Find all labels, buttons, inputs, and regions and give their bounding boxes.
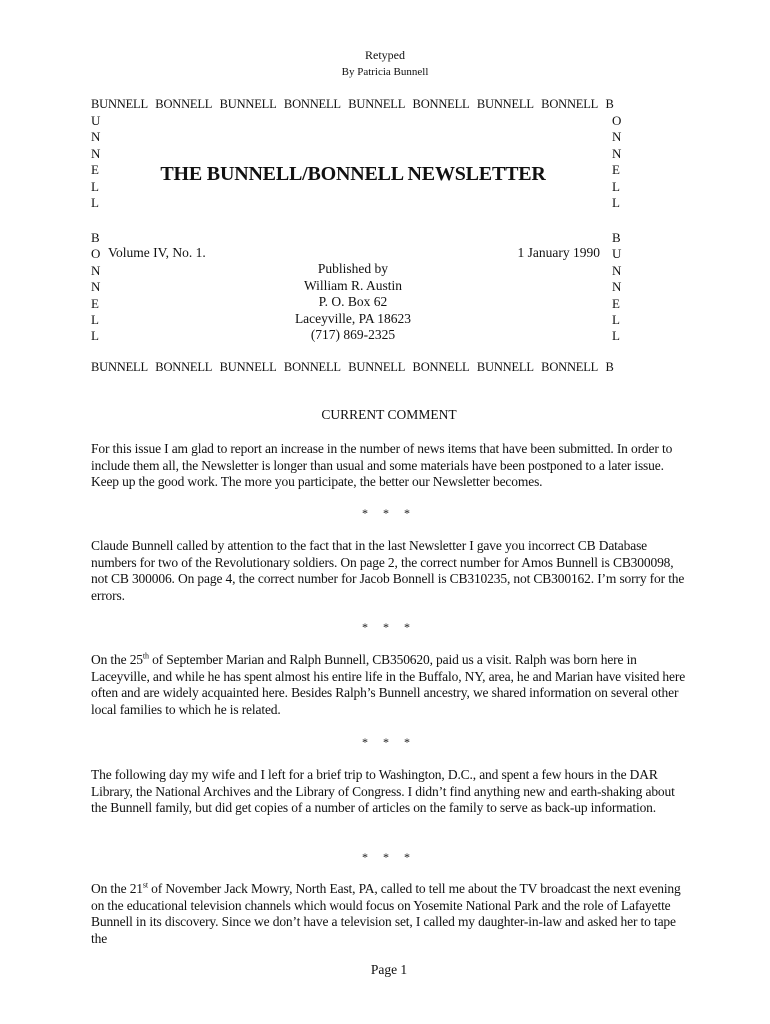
paragraph: [91, 652, 691, 718]
paragraph-text: On the 21: [91, 881, 143, 896]
border-letter: N: [91, 145, 101, 161]
border-top-row: BUNNELL BONNELL BUNNELL BONNELL BUNNELL BONNELL BUNNELL BONNELL B: [91, 97, 614, 111]
border-letter: E: [91, 295, 99, 311]
border-letter: U: [612, 246, 622, 262]
publisher-phone: (717) 869-2325: [310, 327, 396, 343]
border-letter: E: [91, 162, 99, 178]
paragraph: The following day my wife and I left for a brief trip to Washington, D.C., and spent a few hours in the DAR Library, the National Archives and the Library of Congress. I didn’t find anything new and earth-shaking about the Bunnell family, but did get copies of a number of articles on the family to serve as back-up information.: [91, 767, 675, 816]
paragraph-text: On the 25: [91, 652, 143, 667]
border-letter: E: [612, 295, 620, 311]
border-letter: N: [91, 279, 101, 295]
publisher-block: [0, 261, 706, 344]
publisher-city: Laceyville, PA 18623: [294, 310, 412, 326]
border-letter: L: [91, 195, 99, 211]
separator: * * *: [362, 735, 416, 749]
publisher-po-box: P. O. Box 62: [318, 294, 388, 310]
border-letter: L: [91, 312, 99, 328]
paragraph: [91, 881, 691, 947]
border-letter: N: [91, 262, 101, 278]
border-letter: N: [91, 129, 101, 145]
paragraph: For this issue I am glad to report an increase in the number of news items that have been submitted. In order to include them all, the Newsletter is longer than usual and some materials have been postponed to a later issue. Keep up the good work. The more you participate, the better our Newsletter becomes.: [91, 441, 673, 490]
border-letter: L: [612, 312, 620, 328]
border-letter: N: [612, 279, 622, 295]
border-letter: L: [91, 328, 99, 344]
paragraph: Claude Bunnell called by attention to the fact that in the last Newsletter I gave you incorrect CB Database numbers for two of the Revolutionary soldiers. On page 2, the correct number for Amos Bunnell is CB300098, not CB 300006. On page 4, the correct number for Jacob Bonnell is CB310235, not CB300162. I’m sorry for the errors.: [91, 538, 685, 603]
ordinal-suffix: th: [142, 651, 149, 661]
separator: * * *: [362, 850, 416, 864]
paragraph-text: of September Marian and Ralph Bunnell, CB350620, paid us a visit. Ralph was born here in Laceyville, and while he has spent almost his entire life in the Buffalo, NY, area, he and Marian have visited here often and are widely acquainted here. Besides Ralph’s Bunnell ancestry, we shared information on several other local families to which he is related.: [91, 652, 686, 717]
border-bottom-row: BUNNELL BONNELL BUNNELL BONNELL BUNNELL BONNELL BUNNELL BONNELL B: [91, 360, 614, 374]
border-letter: N: [612, 129, 622, 145]
separator: * * *: [362, 620, 416, 634]
separator: * * *: [362, 506, 416, 520]
page-number: Page 1: [370, 962, 408, 977]
publisher-name: William R. Austin: [303, 277, 403, 293]
border-letter: L: [612, 178, 620, 194]
border-letter: L: [612, 328, 620, 344]
volume-number: Volume IV, No. 1.: [108, 245, 206, 260]
retyped-note: Retyped: [365, 48, 405, 62]
border-letter: U: [91, 113, 101, 128]
border-letter: L: [612, 195, 620, 211]
section-title: CURRENT COMMENT: [321, 407, 457, 422]
border-letter: O: [612, 113, 622, 128]
newsletter-title: THE BUNNELL/BONNELL NEWSLETTER: [160, 163, 546, 185]
border-letter: N: [612, 262, 622, 278]
border-letter: B: [91, 230, 100, 245]
retyped-by-note: By Patricia Bunnell: [341, 66, 429, 78]
published-by-label: Published by: [317, 261, 389, 276]
border-letter: L: [91, 178, 99, 194]
paragraph-text: of November Jack Mowry, North East, PA, called to tell me about the TV broadcast the next evening on the educational television channels which would focus on Yosemite National Park and the role of Lafayette Bunnell in its discovery. Since we don’t have a television set, I called my daughter-in-law and asked her to tape the: [91, 881, 681, 946]
border-letter: O: [91, 246, 101, 262]
border-letter: N: [612, 145, 622, 161]
ordinal-suffix: st: [142, 880, 148, 890]
border-letter: B: [612, 230, 621, 245]
border-letter: E: [612, 162, 620, 178]
issue-date: 1 January 1990: [517, 245, 600, 260]
